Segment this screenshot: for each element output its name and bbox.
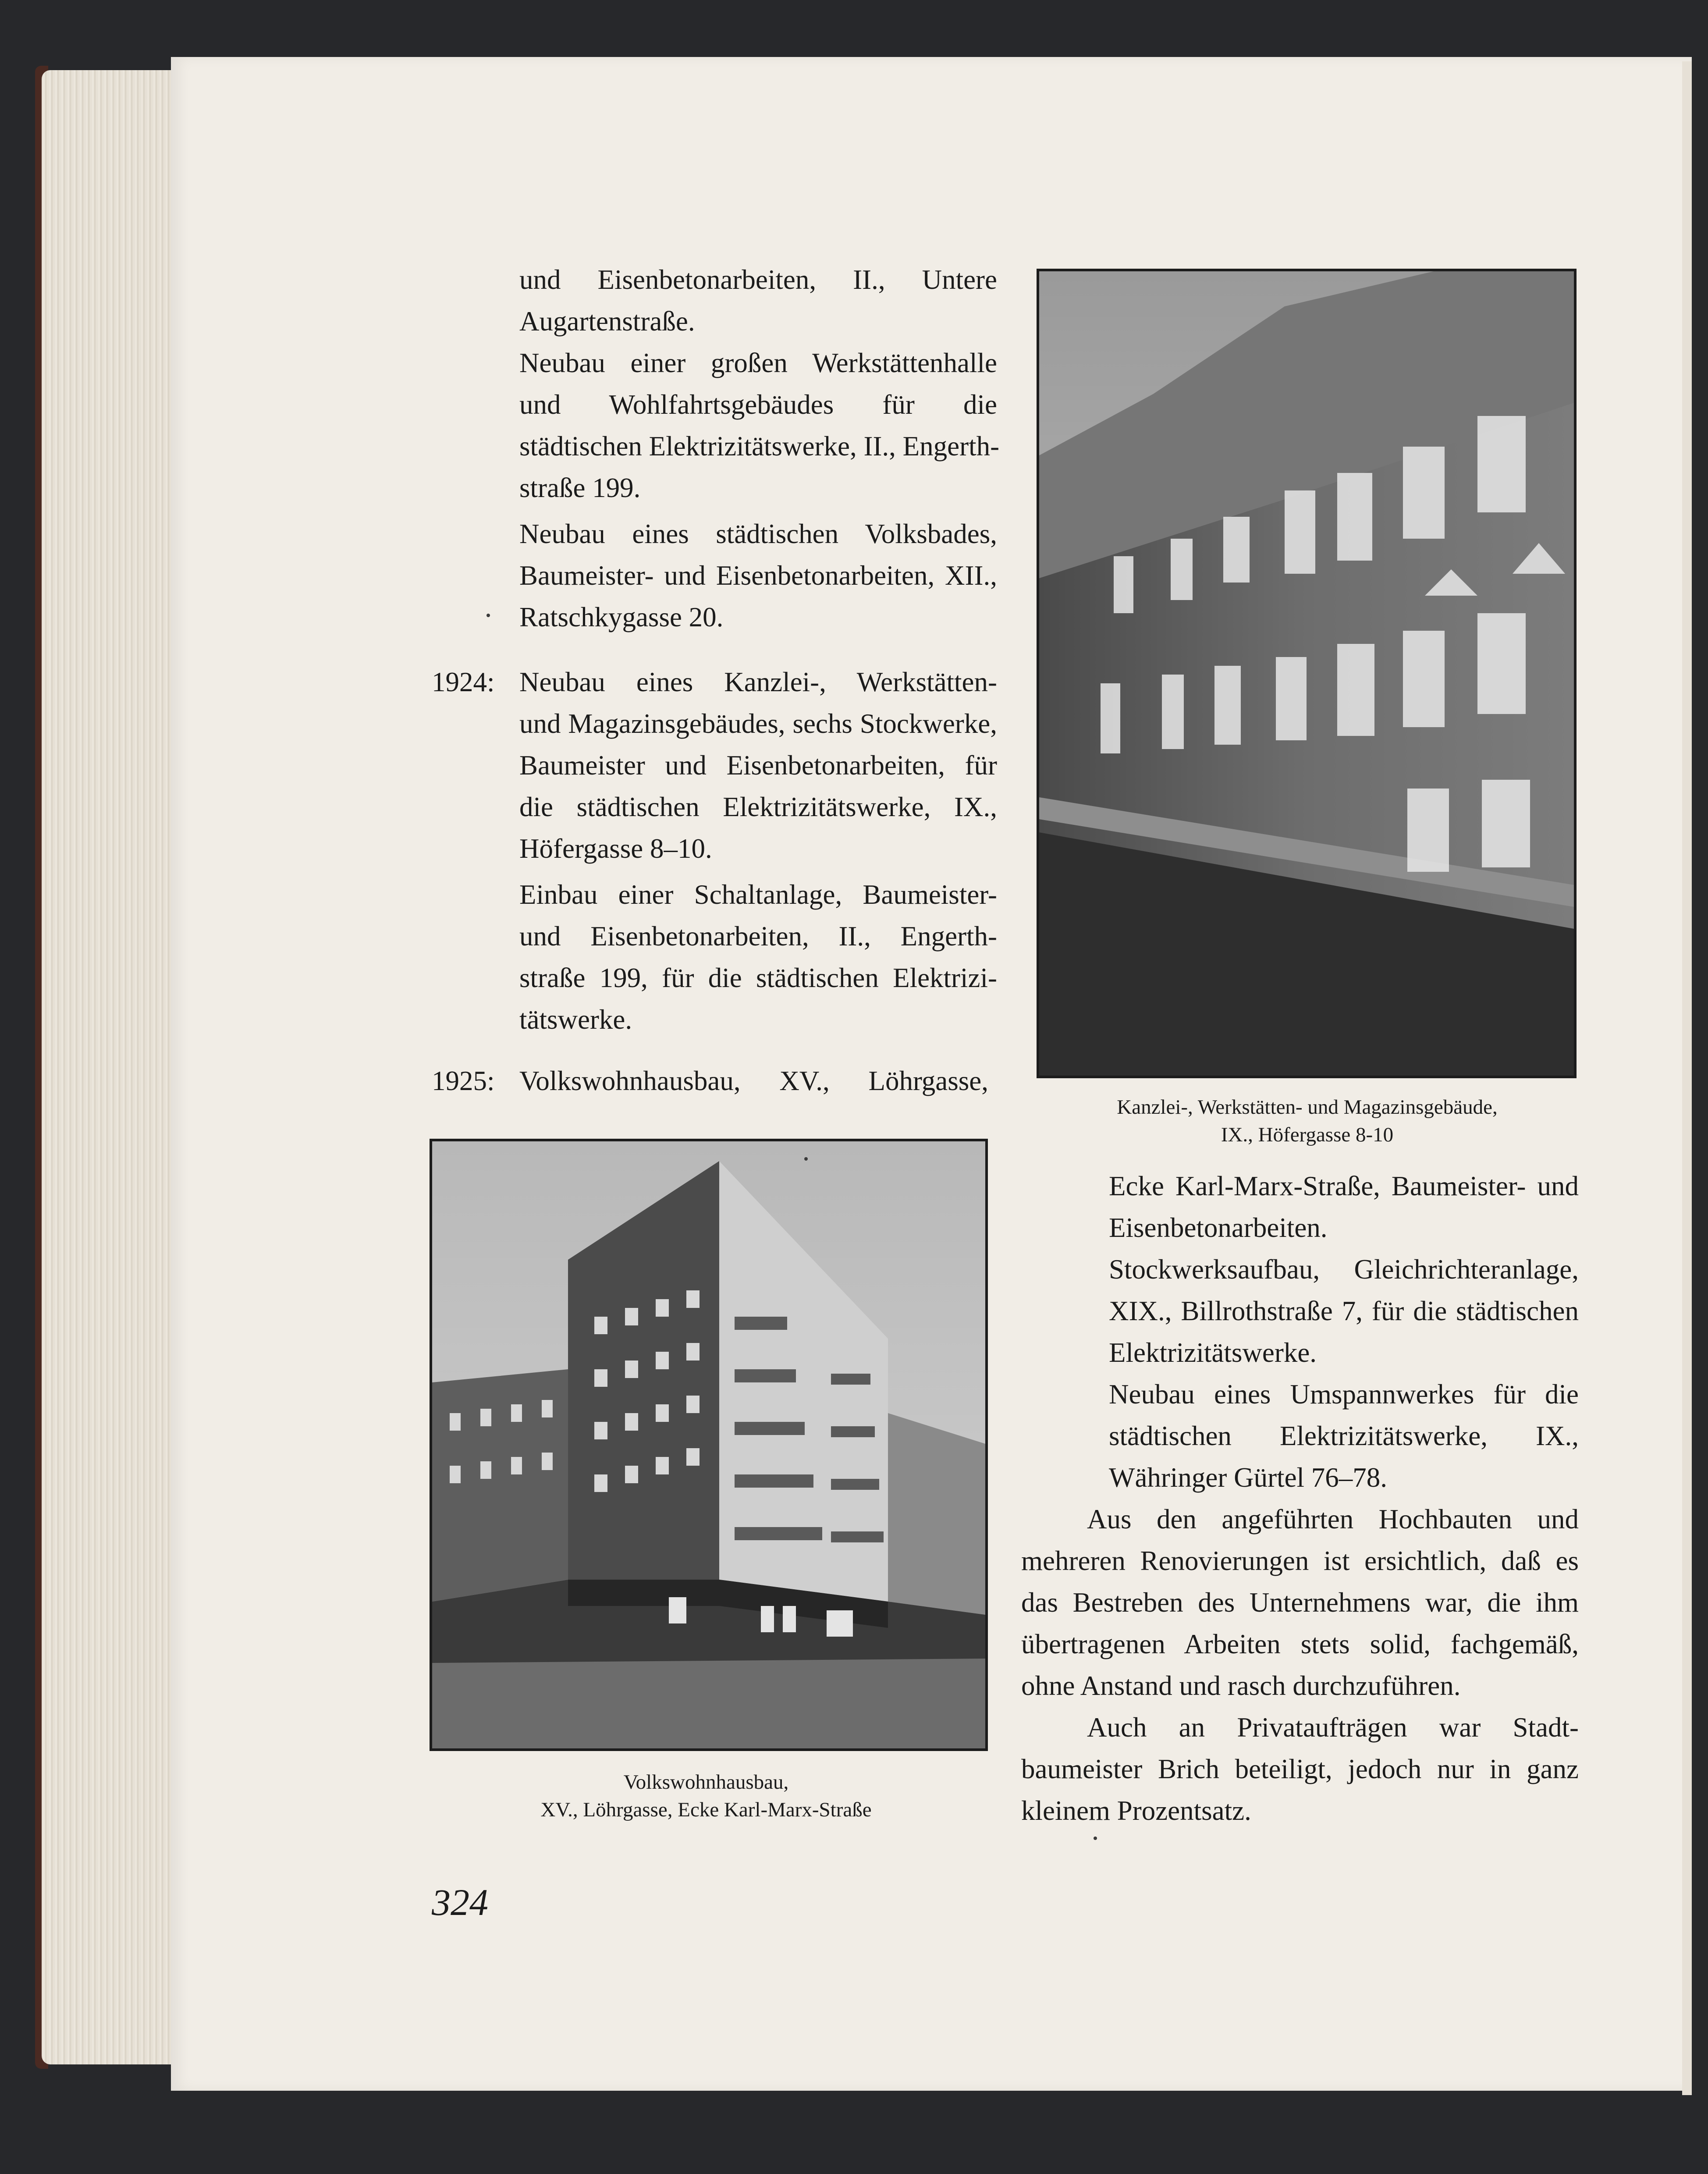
text-line: Einbau einer Schaltanlage, Baumeister- <box>519 879 997 910</box>
text-line: städtischen Elektrizitätswerke, II., Engerth- <box>519 431 1000 462</box>
text-line: das Bestreben des Unternehmens war, die ihm <box>1021 1587 1579 1618</box>
text-line: Baumeister- und Eisenbetonarbeiten, XII., <box>519 560 997 591</box>
text-line: Eisenbetonarbeiten. <box>1109 1212 1328 1243</box>
text-line: Höfergasse 8–10. <box>519 833 712 864</box>
text-line: städtischen Elektrizitätswerke, IX., <box>1109 1421 1579 1451</box>
ink-speck <box>486 614 490 617</box>
photo-housing-block <box>430 1139 988 1751</box>
text-line: Stockwerksaufbau, Gleichrichteranlage, <box>1109 1254 1579 1285</box>
text-line: und Wohlfahrtsgebäudes für die <box>519 389 997 420</box>
caption-line: XV., Löhrgasse, Ecke Karl-Marx-Straße <box>540 1798 872 1822</box>
text-line: Neubau einer großen Werkstättenhalle <box>519 348 997 378</box>
text-line: mehreren Renovierungen ist ersichtlich, daß es <box>1021 1545 1579 1576</box>
photo-office-building <box>1037 269 1577 1078</box>
ink-speck <box>804 1157 808 1161</box>
text-line: baumeister Brich beteiligt, jedoch nur in ganz <box>1021 1754 1579 1784</box>
text-line: Augartenstraße. <box>519 306 695 337</box>
caption-line: IX., Höfergasse 8-10 <box>1221 1123 1394 1147</box>
page-number: 324 <box>432 1881 488 1923</box>
text-line: und Eisenbetonarbeiten, II., Untere <box>519 264 997 295</box>
text-line: und Magazinsgebäudes, sechs Stockwerke, <box>519 708 997 739</box>
text-line: straße 199, für die städtischen Elektrizi- <box>519 963 997 993</box>
text-line: übertragenen Arbeiten stets solid, fachgemäß, <box>1021 1629 1579 1659</box>
year-label: 1925: <box>432 1066 495 1096</box>
text-line: straße 199. <box>519 472 641 503</box>
page-block-edges <box>42 70 191 2064</box>
text-line: ohne Anstand und rasch durchzuführen. <box>1021 1670 1461 1701</box>
caption-bottom-photo <box>430 1769 983 1824</box>
text-line: tätswerke. <box>519 1004 632 1035</box>
text-line: Neubau eines Kanzlei-, Werkstätten- <box>519 667 997 697</box>
page-right-edge <box>1682 61 1692 2095</box>
text-line: Volkswohnhausbau, XV., Löhrgasse, <box>519 1066 988 1096</box>
caption-line: Kanzlei-, Werkstätten- und Magazinsgebäude, <box>1117 1096 1498 1119</box>
caption-line: Volkswohnhausbau, <box>623 1771 789 1794</box>
text-line: Ratschkygasse 20. <box>519 602 724 632</box>
text-line: XIX., Billrothstraße 7, für die städtischen <box>1109 1296 1579 1326</box>
text-line: Ecke Karl-Marx-Straße, Baumeister- und <box>1109 1171 1579 1201</box>
year-label: 1924: <box>432 667 495 697</box>
text-line: Neubau eines Umspannwerkes für die <box>1109 1379 1579 1410</box>
caption-top-photo <box>1037 1094 1578 1149</box>
ink-speck <box>1094 1837 1097 1840</box>
text-line: Aus den angeführten Hochbauten und <box>1087 1504 1579 1535</box>
text-line: die städtischen Elektrizitätswerke, IX., <box>519 792 997 822</box>
text-line: Neubau eines städtischen Volksbades, <box>519 519 997 549</box>
text-line: Auch an Privataufträgen war Stadt- <box>1087 1712 1579 1743</box>
text-line: Währinger Gürtel 76–78. <box>1109 1462 1388 1493</box>
text-line: kleinem Prozentsatz. <box>1021 1795 1251 1826</box>
text-line: Baumeister und Eisenbetonarbeiten, für <box>519 750 997 781</box>
text-line: Elektrizitätswerke. <box>1109 1337 1317 1368</box>
text-line: und Eisenbetonarbeiten, II., Engerth- <box>519 921 997 952</box>
